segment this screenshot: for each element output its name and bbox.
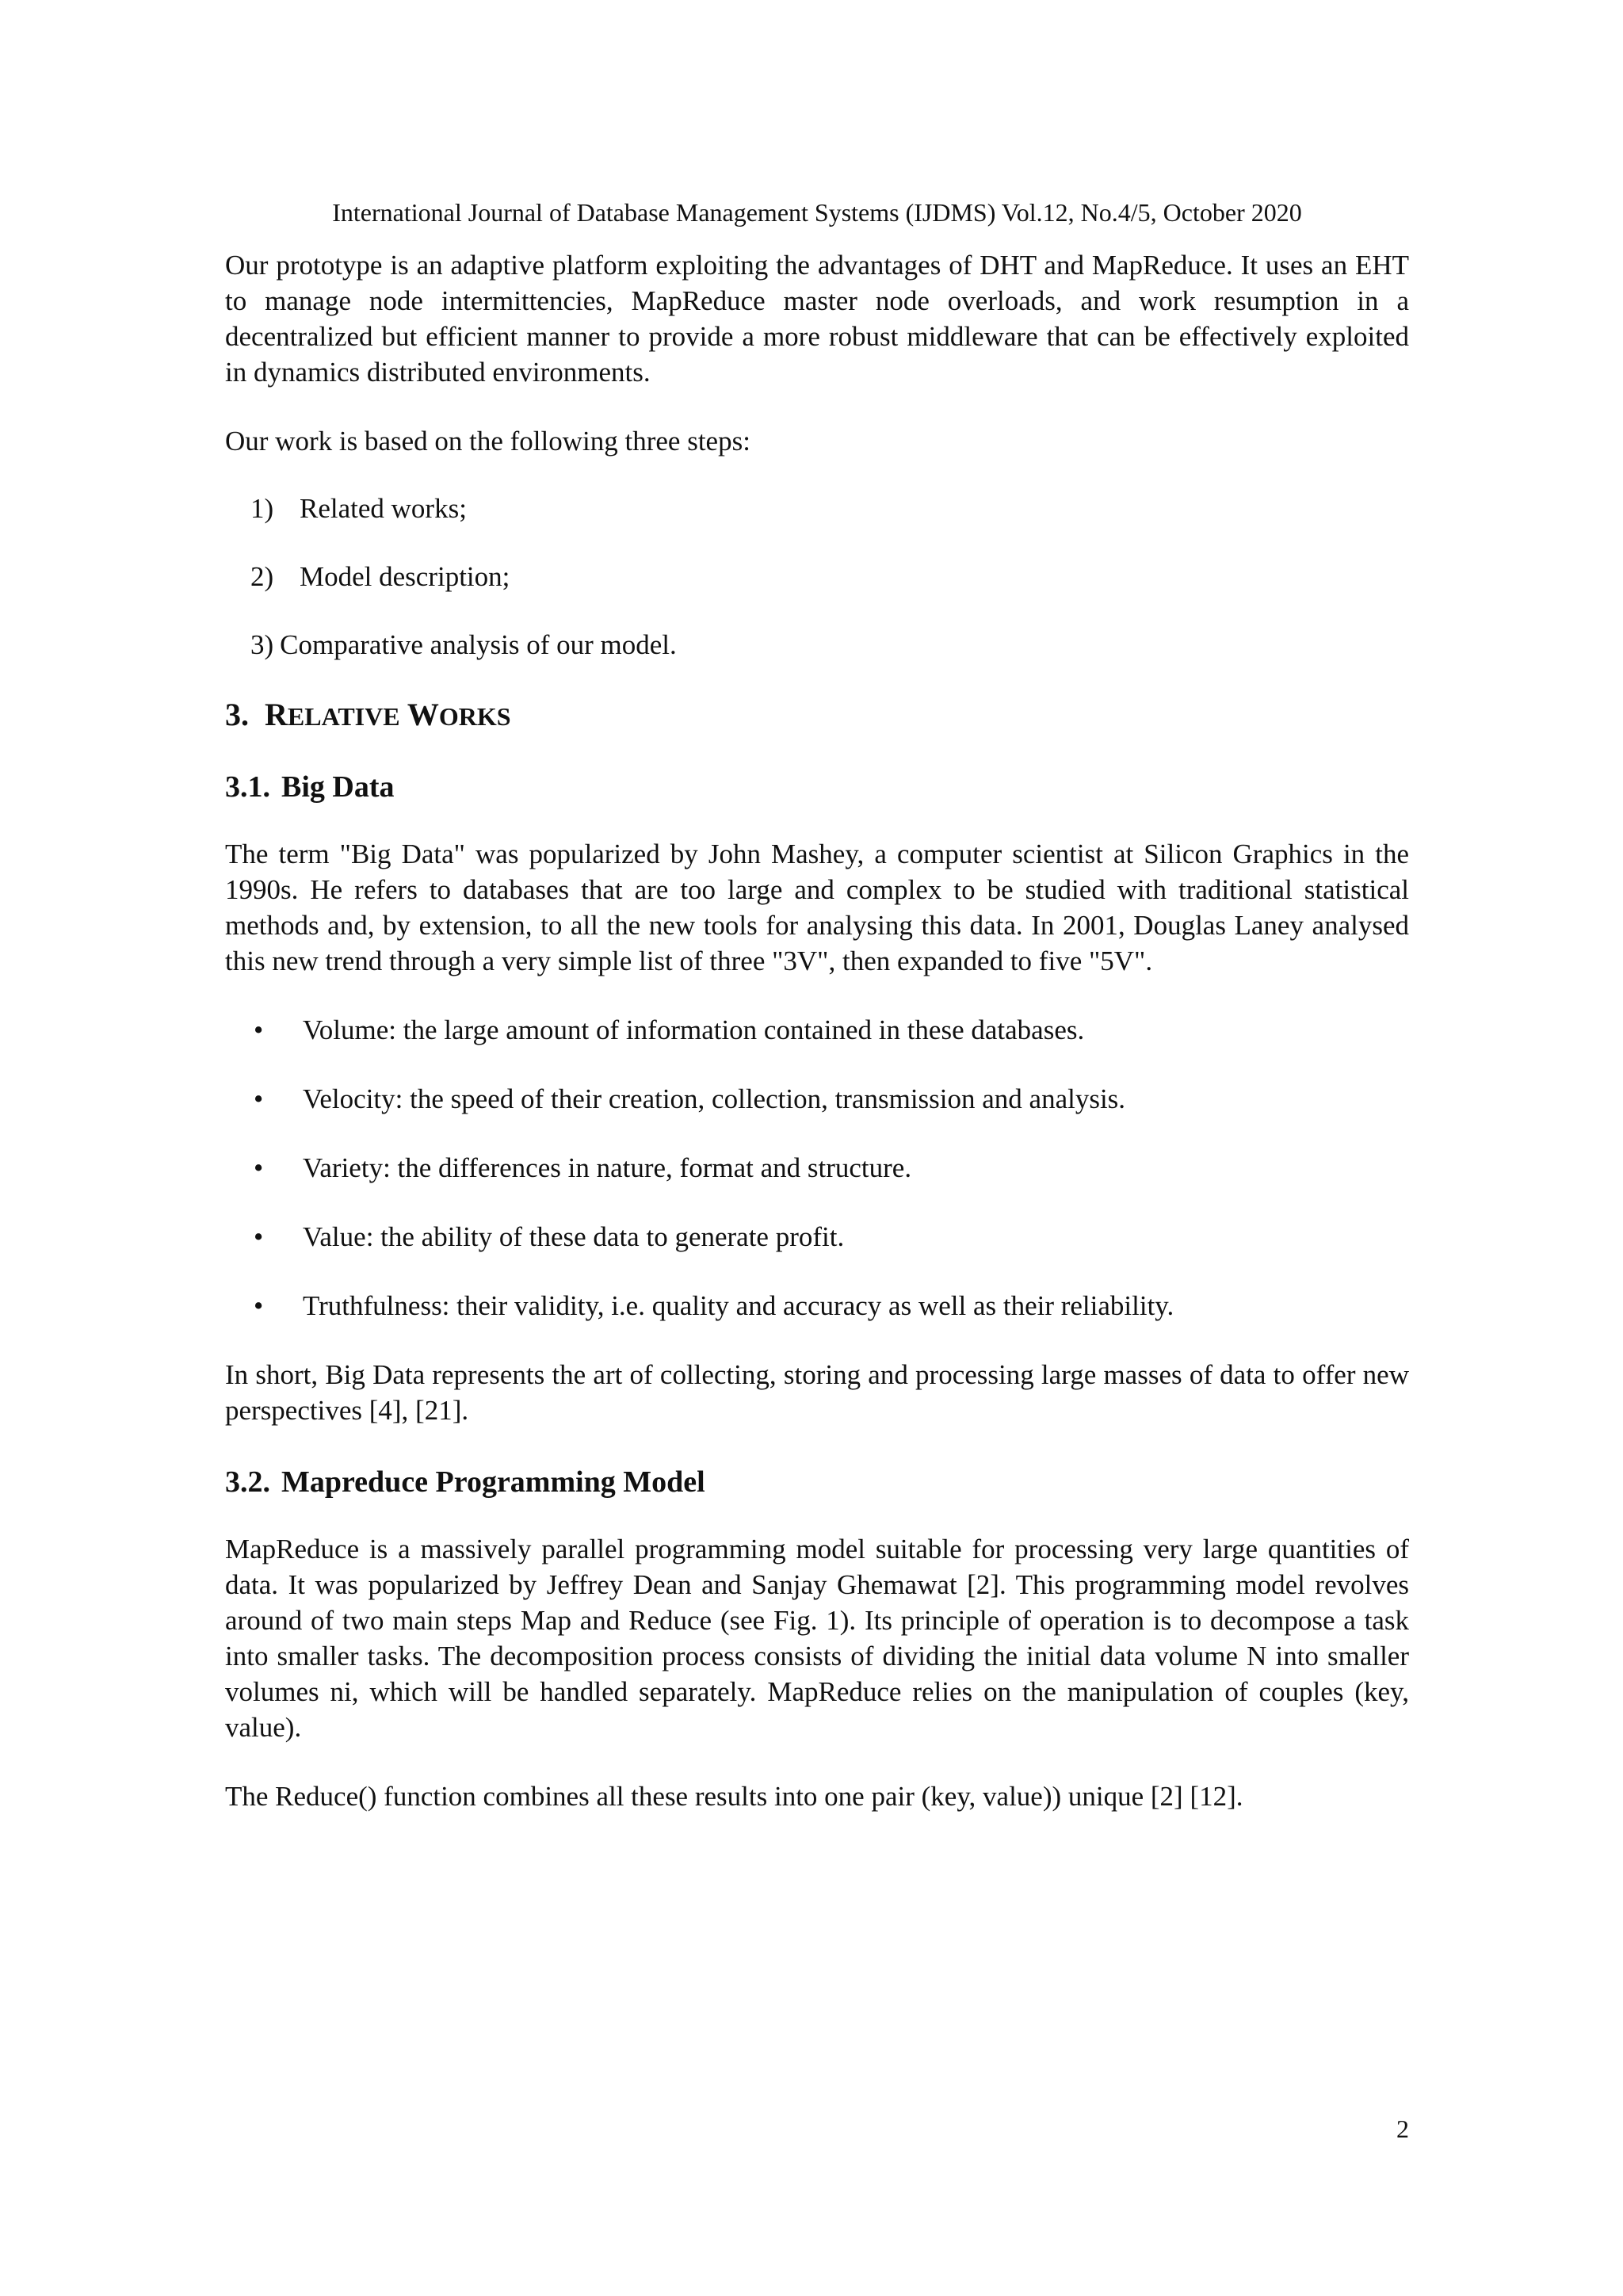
mapreduce-paragraph: MapReduce is a massively parallel programming model suitable for processing very large quantities of data. It was popularized by Jeffrey Dean and Sanjay Ghemawat [2]. This programming model revolves around of two main steps Map and Reduce (see Fig. 1). Its principle of operation is to decompose a task into smaller tasks. The decomposition process consists of dividing the initial data volume N into smaller volumes ni, which will be handled separately. MapReduce relies on the manipulation of couples (key, value). (225, 1534, 1409, 1743)
running-header: International Journal of Database Management Systems (IJDMS) Vol.12, No.4/5, October 2020 (332, 198, 1302, 227)
steps-lead-sentence: Our work is based on the following three steps: (225, 426, 750, 457)
step-number: 2) (250, 561, 274, 592)
bullet-text: Variety: the differences in nature, format and structure. (303, 1152, 912, 1183)
bullet-item-value (254, 1219, 1409, 1255)
page-content (225, 247, 1409, 1814)
bullet-item-volume (254, 1012, 1409, 1048)
bullet-item-truthfulness (254, 1288, 1409, 1324)
bullet-symbol: • (254, 1221, 264, 1252)
section-title-initial-r: R (265, 697, 288, 732)
bullet-symbol: • (254, 1290, 264, 1321)
subsection-title: Big Data (281, 770, 395, 804)
section-title-rest-2: ORKS (438, 702, 511, 731)
bullet-symbol: • (254, 1083, 264, 1114)
section-title-initial-w: W (407, 697, 439, 732)
step-item-1 (250, 491, 1409, 526)
subsection-number: 3.2. (225, 1465, 270, 1499)
subsection-title: Mapreduce Programming Model (281, 1465, 705, 1499)
bullet-symbol: • (254, 1014, 264, 1045)
bullet-text: Velocity: the speed of their creation, collection, transmission and analysis. (303, 1083, 1126, 1114)
page-number: 2 (1396, 2115, 1409, 2143)
intro-paragraph: Our prototype is an adaptive platform exploiting the advantages of DHT and MapReduce. It uses an EHT to manage node intermittencies, MapReduce master node overloads, and work resumption in a decentralized but efficient manner to provide a more robust middleware that can be effectively exploited in dynamics distributed environments. (225, 250, 1409, 388)
bullet-item-velocity (254, 1081, 1409, 1117)
bullet-text: Truthfulness: their validity, i.e. quality and accuracy as well as their reliability. (303, 1290, 1174, 1321)
subsection-number: 3.1. (225, 770, 270, 804)
step-number: 1) (250, 493, 274, 524)
bullet-text: Value: the ability of these data to generate profit. (303, 1221, 845, 1252)
step-text: Model description; (300, 561, 510, 592)
bullet-symbol: • (254, 1152, 264, 1183)
step-text: Related works; (300, 493, 467, 524)
subsection-heading-big-data (225, 768, 1409, 806)
big-data-summary-paragraph: In short, Big Data represents the art of collecting, storing and processing large masses of data to offer new perspectives [4], [21]. (225, 1359, 1409, 1426)
section-title-rest-1: ELATIVE (287, 702, 400, 731)
big-data-paragraph: The term "Big Data" was popularized by John Mashey, a computer scientist at Silicon Graphics in the 1990s. He refers to databases that are too large and complex to be studied with traditional statistical methods and, by extension, to all the new tools for analysing this data. In 2001, Douglas Laney analysed this new trend through a very simple list of three "3V", then expanded to five "5V". (225, 839, 1409, 976)
step-item-2 (250, 559, 1409, 594)
step-number: 3) (250, 629, 274, 660)
section-number: 3. (225, 697, 249, 732)
section-heading-relative-works (225, 695, 1409, 736)
step-text: Comparative analysis of our model. (280, 629, 677, 660)
subsection-heading-mapreduce (225, 1463, 1409, 1501)
bullet-text: Volume: the large amount of information contained in these databases. (303, 1014, 1085, 1045)
step-item-3 (250, 627, 1409, 663)
reduce-function-paragraph: The Reduce() function combines all these results into one pair (key, value)) unique [2] [12]. (225, 1781, 1243, 1812)
bullet-item-variety (254, 1150, 1409, 1186)
